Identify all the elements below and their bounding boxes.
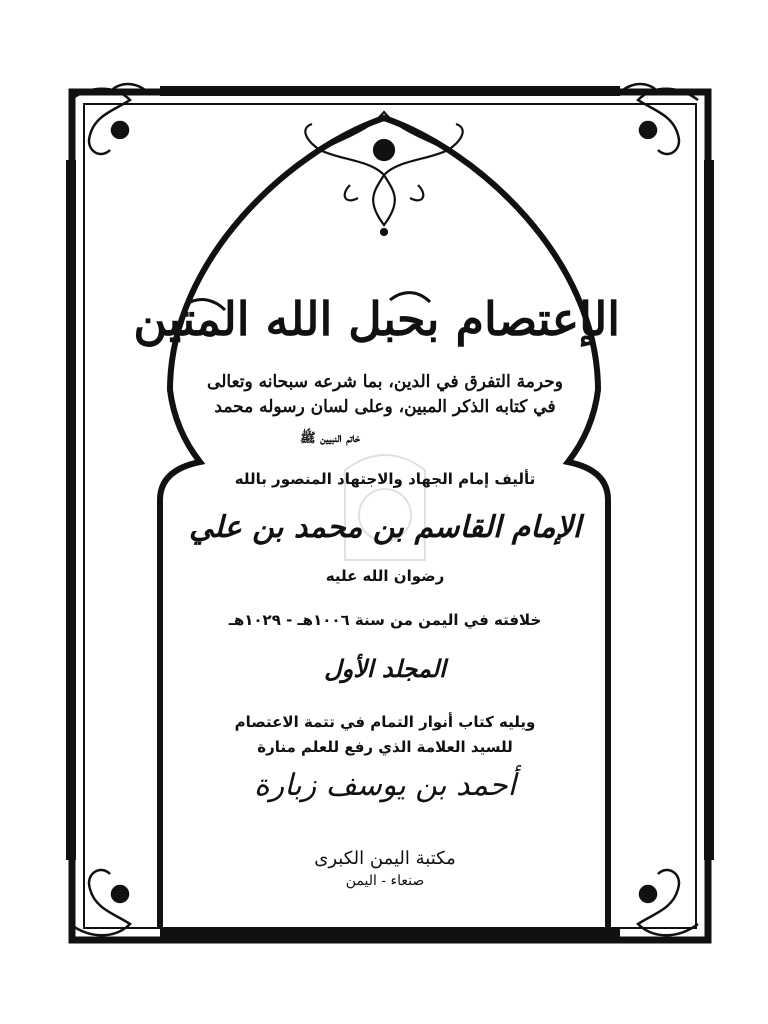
caliphate-dates: خلافته في اليمن من سنة ١٠٠٦هـ - ١٠٢٩هـ xyxy=(228,611,542,629)
book-title: الإعتصام بحبل الله المتين xyxy=(133,292,620,346)
author-prefix: تأليف إمام الجهاد والاجتهاد المنصور بالله xyxy=(234,470,536,488)
appendix-line-2: للسيد العلامة الذي رفع للعلم منارة xyxy=(257,738,513,756)
author-name: الإمام القاسم بن محمد بن علي xyxy=(188,510,582,545)
subtitle-line-1: وحرمة التفرق في الدين، بما شرعه سبحانه وتعالى xyxy=(207,372,563,392)
subtitle-line-2: في كتابه الذكر المبين، وعلى لسان رسوله محمد xyxy=(214,397,556,417)
appendix-author: أحمد بن يوسف زبارة xyxy=(254,768,516,803)
publisher-city: صنعاء - اليمن xyxy=(345,873,425,889)
volume-label: المجلد الأول xyxy=(324,654,446,683)
appendix-line-1: ويليه كتاب أنوار التمام في تتمة الاعتصام xyxy=(234,713,536,731)
floral-ornament-icon xyxy=(305,112,462,235)
author-blessing: رضوان الله عليه xyxy=(325,567,445,585)
publisher-name: مكتبة اليمن الكبرى xyxy=(314,848,456,869)
subtitle-line-3: خاتم النبيين ﷺ xyxy=(300,431,360,446)
